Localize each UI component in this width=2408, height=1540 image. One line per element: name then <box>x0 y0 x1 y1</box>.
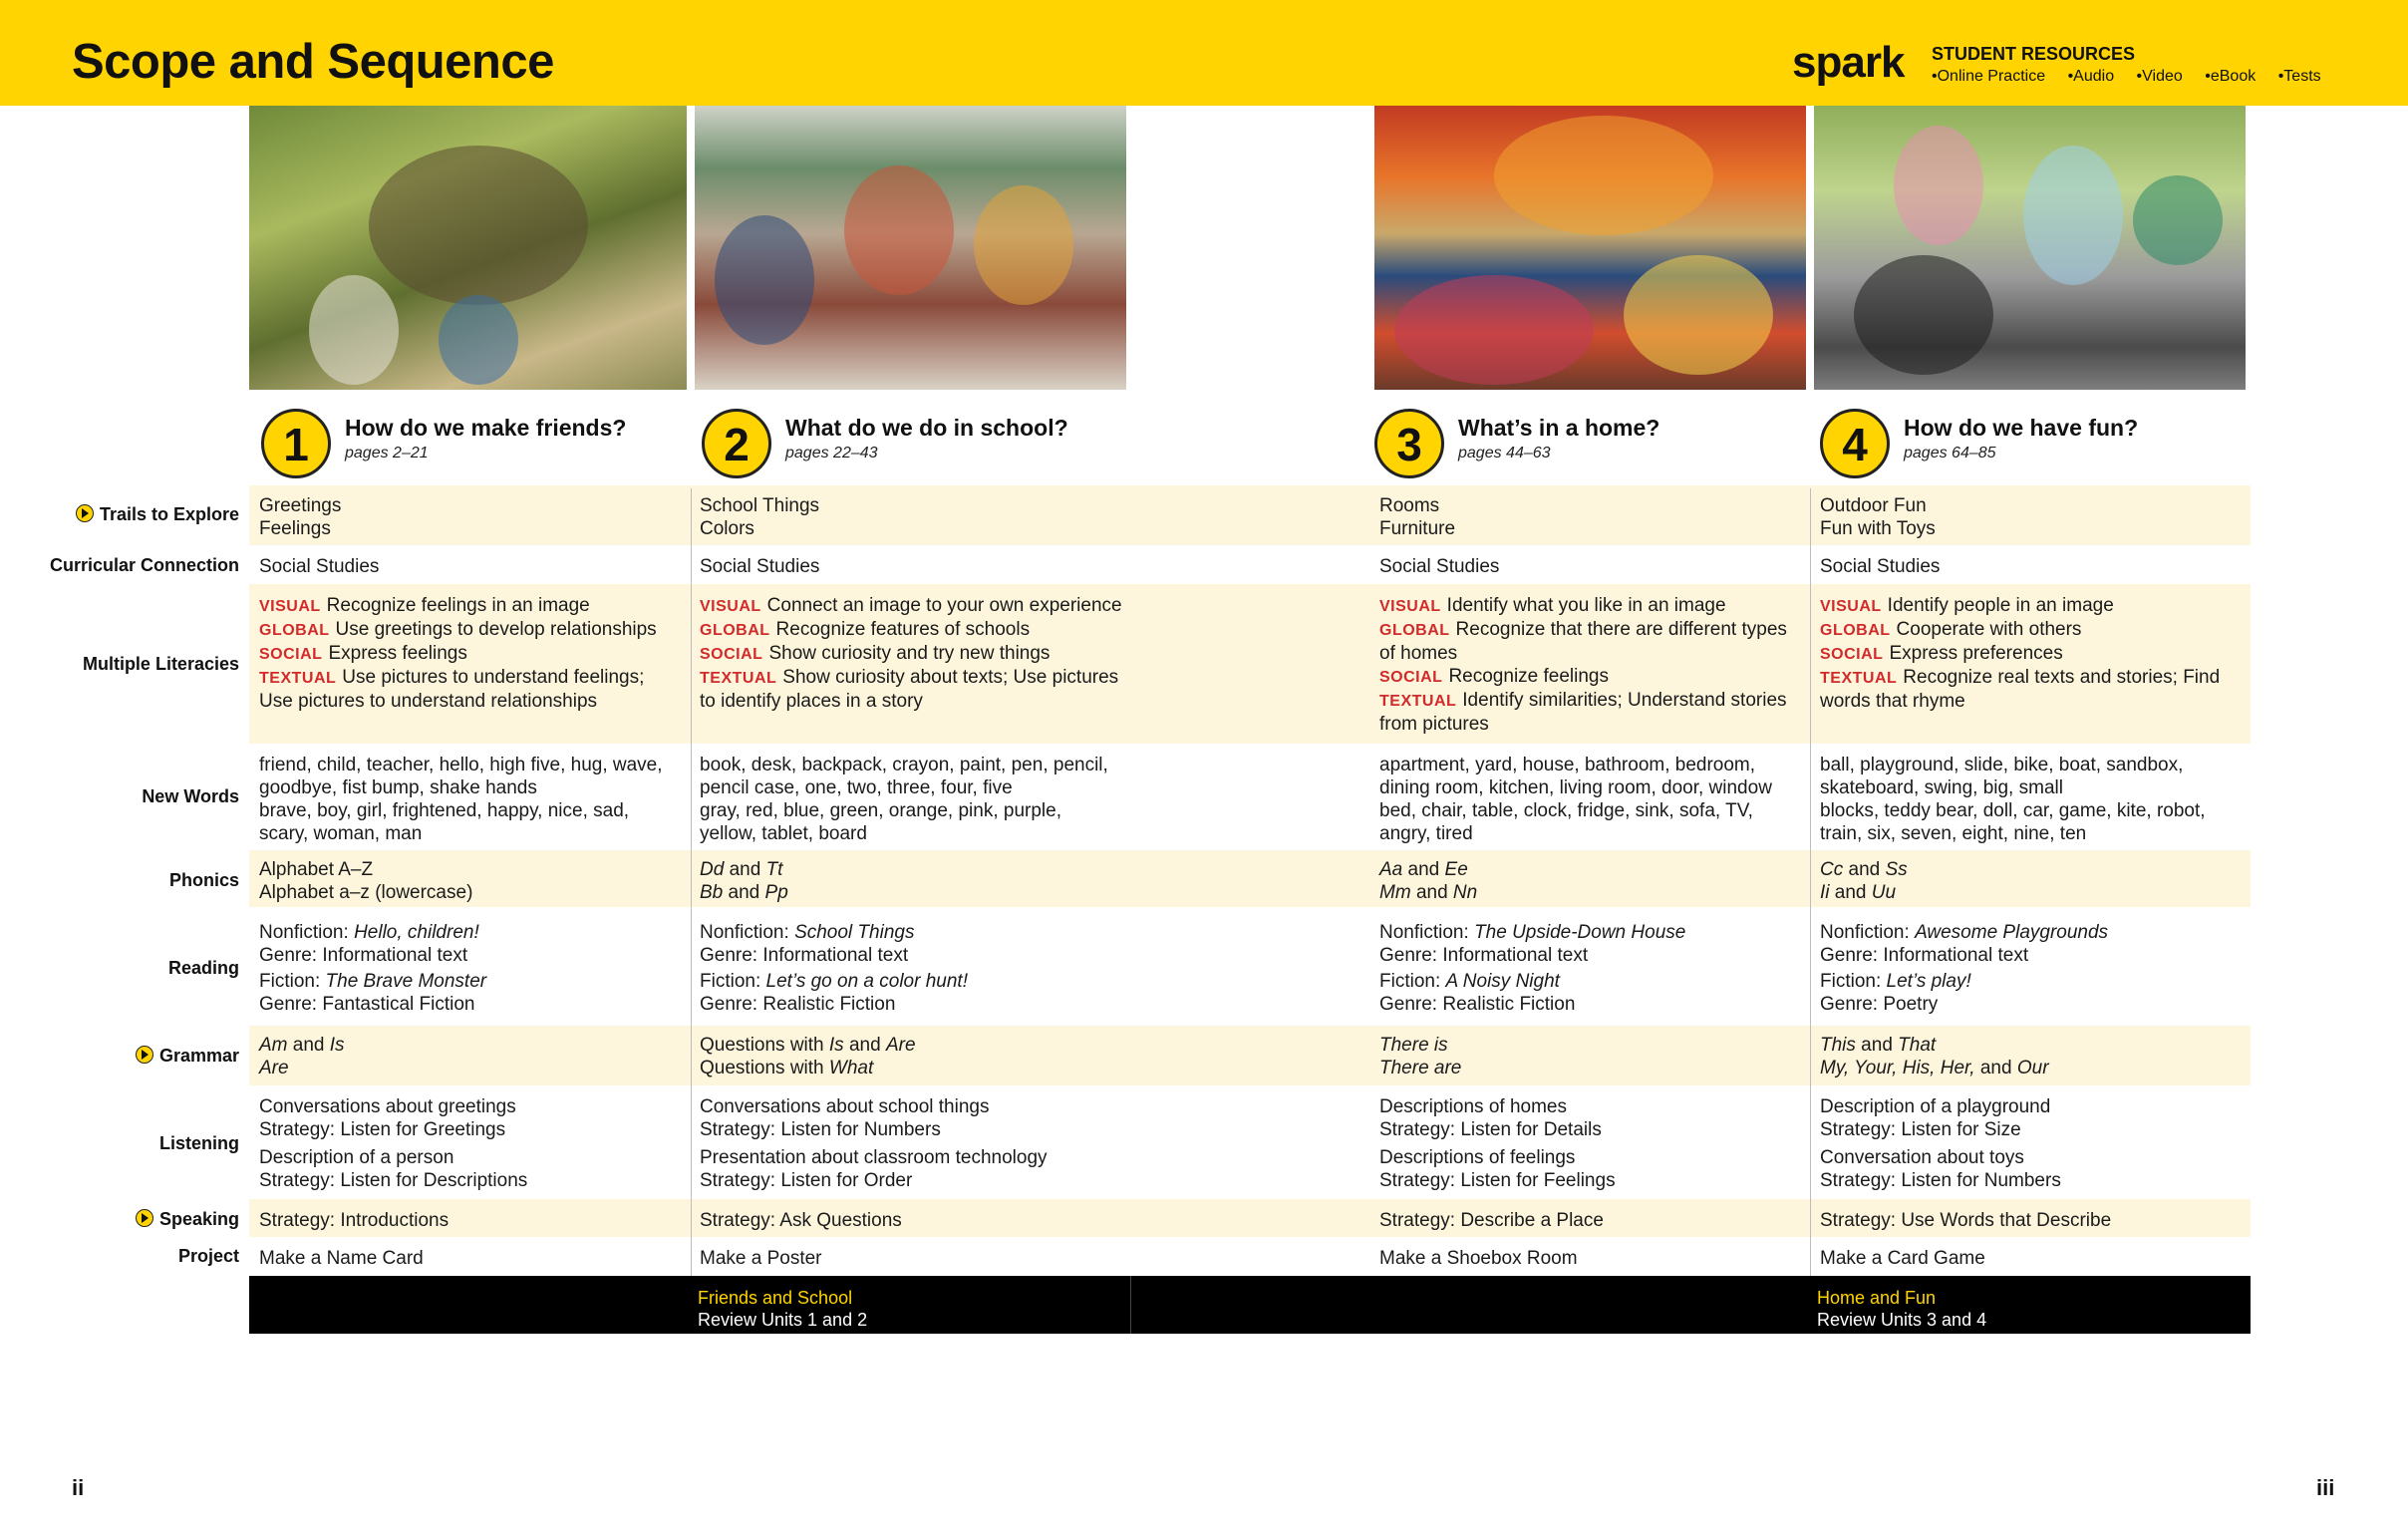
cell-grammar: There is There are <box>1379 1035 1462 1078</box>
unit-1-question: How do we make friends? <box>345 415 627 441</box>
cell-reading: Nonfiction: The Upside-Down House Genre: Informational text Fiction: A Noisy Night Genre: Realistic Fiction <box>1379 922 1686 1015</box>
unit-2-question: What do we do in school? <box>785 415 1068 441</box>
cell-listening: Descriptions of homes Strategy: Listen for Details Descriptions of feelings Strategy: Listen for Feelings <box>1379 1096 1616 1191</box>
cell-trails: Outdoor Fun Fun with Toys <box>1820 495 1936 539</box>
cell-speaking: Strategy: Ask Questions <box>700 1210 902 1231</box>
review-divider <box>1130 1276 1131 1334</box>
unit-4-question: How do we have fun? <box>1904 415 2139 441</box>
unit-3-photo <box>1374 106 1806 390</box>
cell-new-words: friend, child, teacher, hello, high five, hug, wave, goodbye, fist bump, shake hands brave, boy, girl, frightened, happy, nice, sad, scary, woman, man <box>259 755 663 844</box>
row-label-phonics: Phonics <box>168 870 239 890</box>
cell-speaking: Strategy: Describe a Place <box>1379 1210 1604 1231</box>
cell-project: Make a Name Card <box>259 1248 424 1269</box>
row-label-literacies: Multiple Literacies <box>82 654 239 674</box>
unit-2-number-badge: 2 <box>702 409 771 478</box>
resource-ebook[interactable]: • eBook <box>2205 68 2256 85</box>
cell-grammar: Am and Is Are <box>259 1035 345 1078</box>
row-label-reading: Reading <box>167 958 239 978</box>
unit-4-number-badge: 4 <box>1820 409 1890 478</box>
resources-list <box>1932 68 2339 86</box>
cell-reading: Nonfiction: Hello, children! Genre: Informational text Fiction: The Brave Monster Genre: Fantastical Fiction <box>259 922 487 1015</box>
unit-2-pages: pages 22–43 <box>785 445 878 462</box>
cell-grammar: This and That My, Your, His, Her, and Our <box>1820 1035 2049 1078</box>
column-divider <box>691 488 692 1276</box>
cell-new-words: ball, playground, slide, bike, boat, sandbox, skateboard, swing, big, small blocks, teddy bear, doll, car, game, kite, robot, train, six, seven, eight, nine, ten <box>1820 755 2206 844</box>
unit-1-pages: pages 2–21 <box>345 445 429 462</box>
unit-4-photo <box>1814 106 2246 390</box>
cell-trails: School Things Colors <box>700 495 820 539</box>
row-label-trails: Trails to Explore <box>76 504 239 525</box>
cell-reading: Nonfiction: Awesome Playgrounds Genre: Informational text Fiction: Let’s play! Genre: Poetry <box>1820 922 2109 1015</box>
cell-reading: Nonfiction: School Things Genre: Informational text Fiction: Let’s go on a color hunt! Genre: Realistic Fiction <box>700 922 968 1015</box>
unit-2-photo <box>695 106 1126 390</box>
row-label-curricular: Curricular Connection <box>49 555 239 575</box>
cell-phonics: Aa and Ee Mm and Nn <box>1379 859 1478 903</box>
unit-3-pages: pages 44–63 <box>1458 445 1551 462</box>
row-label-speaking: Speaking <box>136 1209 239 1230</box>
column-divider <box>1810 488 1811 1276</box>
cell-project: Make a Shoebox Room <box>1379 1248 1578 1269</box>
cell-project: Make a Poster <box>700 1248 822 1269</box>
unit-1-number-badge: 1 <box>261 409 331 478</box>
page-number-right: iii <box>2316 1475 2335 1500</box>
cell-literacies: VISUAL Identify people in an image GLOBAL Cooperate with others SOCIAL Express preferences TEXTUAL Recognize real texts and stories; Find words that rhyme <box>1820 595 2221 712</box>
play-arrow-icon[interactable] <box>136 1209 153 1227</box>
cell-speaking: Strategy: Use Words that Describe <box>1820 1210 2112 1231</box>
cell-trails: Greetings Feelings <box>259 495 342 539</box>
brand-logo: spark <box>1792 38 1905 87</box>
unit-1-photo <box>249 106 687 390</box>
resources-title: STUDENT RESOURCES <box>1932 44 2136 64</box>
cell-curricular: Social Studies <box>700 556 820 577</box>
unit-3-question: What’s in a home? <box>1458 415 1660 441</box>
cell-trails: Rooms Furniture <box>1379 495 1456 539</box>
cell-grammar: Questions with Is and Are Questions with What <box>700 1035 916 1078</box>
row-label-grammar: Grammar <box>136 1046 239 1067</box>
cell-listening: Conversations about greetings Strategy: Listen for Greetings Description of a person Strategy: Listen for Descriptions <box>259 1096 528 1191</box>
review-units-1-2[interactable]: Friends and School Review Units 1 and 2 <box>698 1288 868 1330</box>
cell-phonics: Dd and Tt Bb and Pp <box>700 859 788 903</box>
cell-curricular: Social Studies <box>259 556 380 577</box>
row-label-new-words: New Words <box>142 786 239 806</box>
cell-listening: Conversations about school things Strategy: Listen for Numbers Presentation about classroom technology Strategy: Listen for Order <box>700 1096 1048 1191</box>
resource-online-practice[interactable]: • Online Practice <box>1932 68 2045 85</box>
cell-new-words: apartment, yard, house, bathroom, bedroom, dining room, kitchen, living room, door, window bed, chair, table, clock, fridge, sink, sofa, TV, angry, tired <box>1379 755 1772 844</box>
cell-new-words: book, desk, backpack, crayon, paint, pen, pencil, pencil case, one, two, three, four, five gray, red, blue, green, orange, pink, purple, yellow, tablet, board <box>700 755 1108 844</box>
page-number-left: ii <box>72 1475 85 1500</box>
review-units-3-4[interactable]: Home and Fun Review Units 3 and 4 <box>1817 1288 1987 1330</box>
cell-listening: Description of a playground Strategy: Listen for Size Conversation about toys Strategy: Listen for Numbers <box>1820 1096 2061 1191</box>
resource-tests[interactable]: • Tests <box>2278 68 2321 85</box>
cell-speaking: Strategy: Introductions <box>259 1210 450 1231</box>
row-label-project: Project <box>177 1246 239 1266</box>
cell-literacies: VISUAL Identify what you like in an image GLOBAL Recognize that there are different types of homes SOCIAL Recognize feelings TEXTUAL Identify similarities; Understand stories from pictures <box>1379 595 1787 735</box>
cell-literacies: VISUAL Connect an image to your own experience GLOBAL Recognize features of schools SOCIAL Show curiosity and try new things TEXTUAL Show curiosity about texts; Use pictures to identify places in a story <box>700 595 1122 712</box>
page-title: Scope and Sequence <box>72 35 554 89</box>
play-arrow-icon[interactable] <box>136 1046 153 1064</box>
cell-phonics: Alphabet A–Z Alphabet a–z (lowercase) <box>259 859 473 903</box>
cell-literacies: VISUAL Recognize feelings in an image GLOBAL Use greetings to develop relationships SOCIAL Express feelings TEXTUAL Use pictures to understand feelings; Use pictures to understand relationships <box>259 595 657 712</box>
cell-curricular: Social Studies <box>1379 556 1500 577</box>
cell-project: Make a Card Game <box>1820 1248 1985 1269</box>
unit-4-pages: pages 64–85 <box>1904 445 1996 462</box>
play-arrow-icon[interactable] <box>76 504 94 522</box>
cell-phonics: Cc and Ss Ii and Uu <box>1820 859 1908 903</box>
row-label-listening: Listening <box>159 1133 239 1153</box>
unit-3-number-badge: 3 <box>1374 409 1444 478</box>
resource-audio[interactable]: • Audio <box>2068 68 2115 85</box>
resource-video[interactable]: • Video <box>2137 68 2183 85</box>
cell-curricular: Social Studies <box>1820 556 1941 577</box>
